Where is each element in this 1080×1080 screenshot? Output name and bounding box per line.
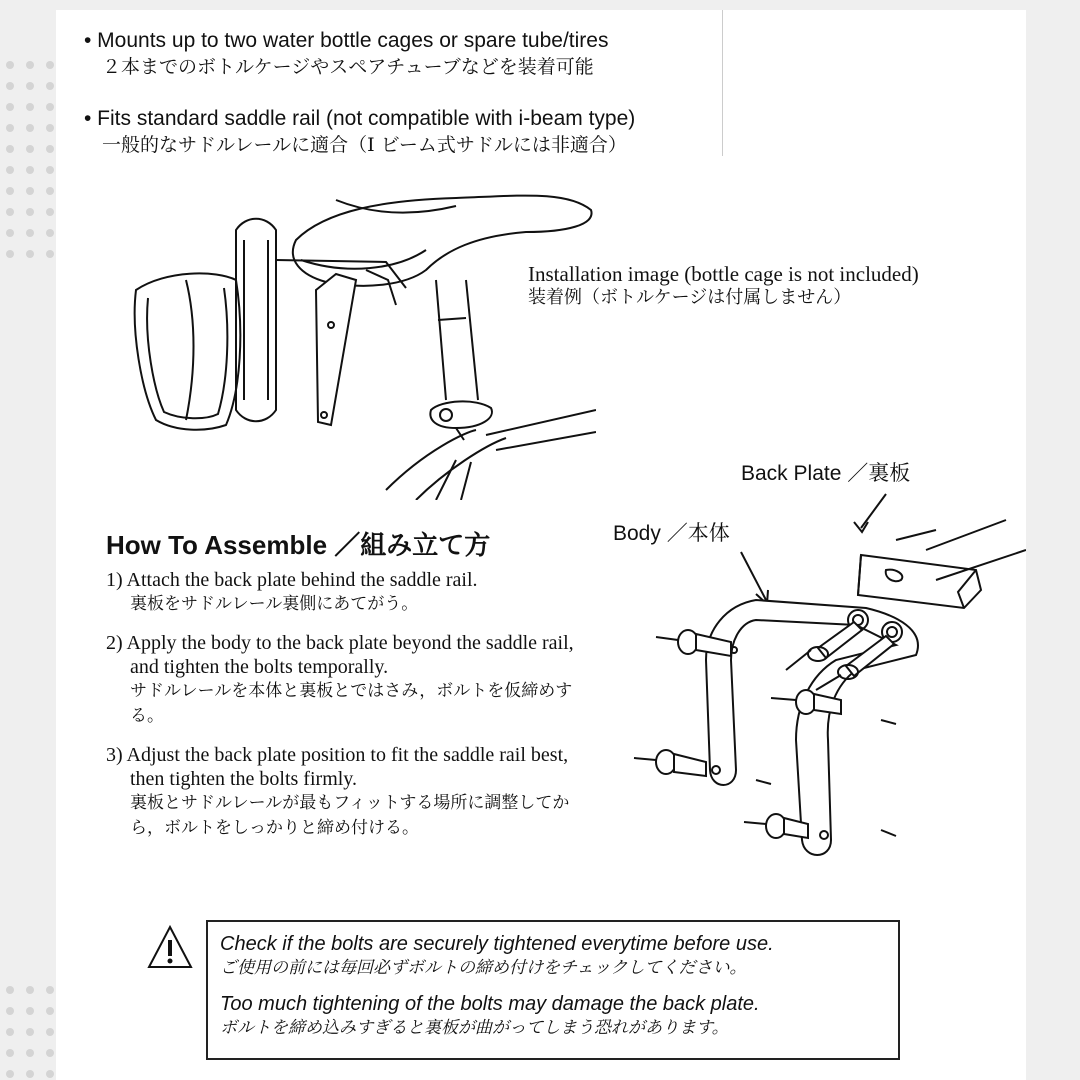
feature-text-jp: 一般的なサドルレールに適合（I ビーム式サドルには非適合）: [102, 134, 627, 156]
warning-item: [220, 932, 886, 980]
warning-text-jp: ボルトを締め込みすぎると裏板が曲がってしまう恐れがあります。: [220, 1018, 729, 1038]
background-dots-top: [0, 55, 60, 265]
step-text-jp: サドルレールを本体と裏板とではさみ，ボルトを仮締めする。: [130, 681, 573, 726]
assembly-step: [106, 743, 576, 841]
exploded-assembly-diagram: [596, 480, 1026, 870]
feature-item: [84, 106, 635, 158]
installation-caption-en: Installation image (bottle cage is not included): [528, 262, 919, 286]
warning-item: [220, 992, 886, 1040]
step-text-jp: 裏板をサドルレール裏側にあてがう。: [130, 594, 419, 614]
feature-text-en: • Fits standard saddle rail (not compatible with i-beam type): [84, 107, 636, 130]
warning-icon: [146, 924, 194, 970]
feature-item: [84, 28, 608, 80]
step-text-en: 3) Adjust the back plate position to fit the saddle rail best, then tighten the bolts firmly.: [106, 744, 569, 790]
step-text-en: 2) Apply the body to the back plate beyond the saddle rail, and tighten the bolts temporally.: [106, 632, 574, 678]
step-text-en: 1) Attach the back plate behind the saddle rail.: [106, 569, 478, 591]
warning-text-jp: ご使用の前には毎回必ずボルトの締め付けをチェックしてください。: [220, 958, 747, 978]
assembly-step: [106, 568, 576, 617]
assembly-heading: How To Assemble ／組み立て方: [106, 530, 491, 560]
body-label: Body ／本体: [613, 522, 730, 545]
divider-line: [722, 10, 723, 156]
back-plate-label: Back Plate ／裏板: [741, 462, 911, 485]
background-dots-bottom: [0, 980, 60, 1080]
installation-illustration: [126, 170, 596, 500]
assembly-step: [106, 631, 576, 729]
warning-text-en: Too much tightening of the bolts may damage the back plate.: [220, 993, 760, 1015]
document-page: [56, 10, 1026, 1080]
feature-text-jp: ２本までのボトルケージやスペアチューブなどを装着可能: [102, 56, 594, 78]
installation-caption: [528, 262, 919, 310]
step-text-jp: 裏板とサドルレールが最もフィットする場所に調整してから，ボルトをしっかりと締め付ける。: [130, 793, 570, 838]
installation-caption-jp: 装着例（ボトルケージは付属しません）: [528, 287, 852, 308]
feature-text-en: • Mounts up to two water bottle cages or spare tube/tires: [84, 29, 609, 52]
assembly-steps: [106, 568, 576, 855]
warning-text-en: Check if the bolts are securely tightened everytime before use.: [220, 933, 774, 955]
warning-box: [206, 920, 900, 1060]
